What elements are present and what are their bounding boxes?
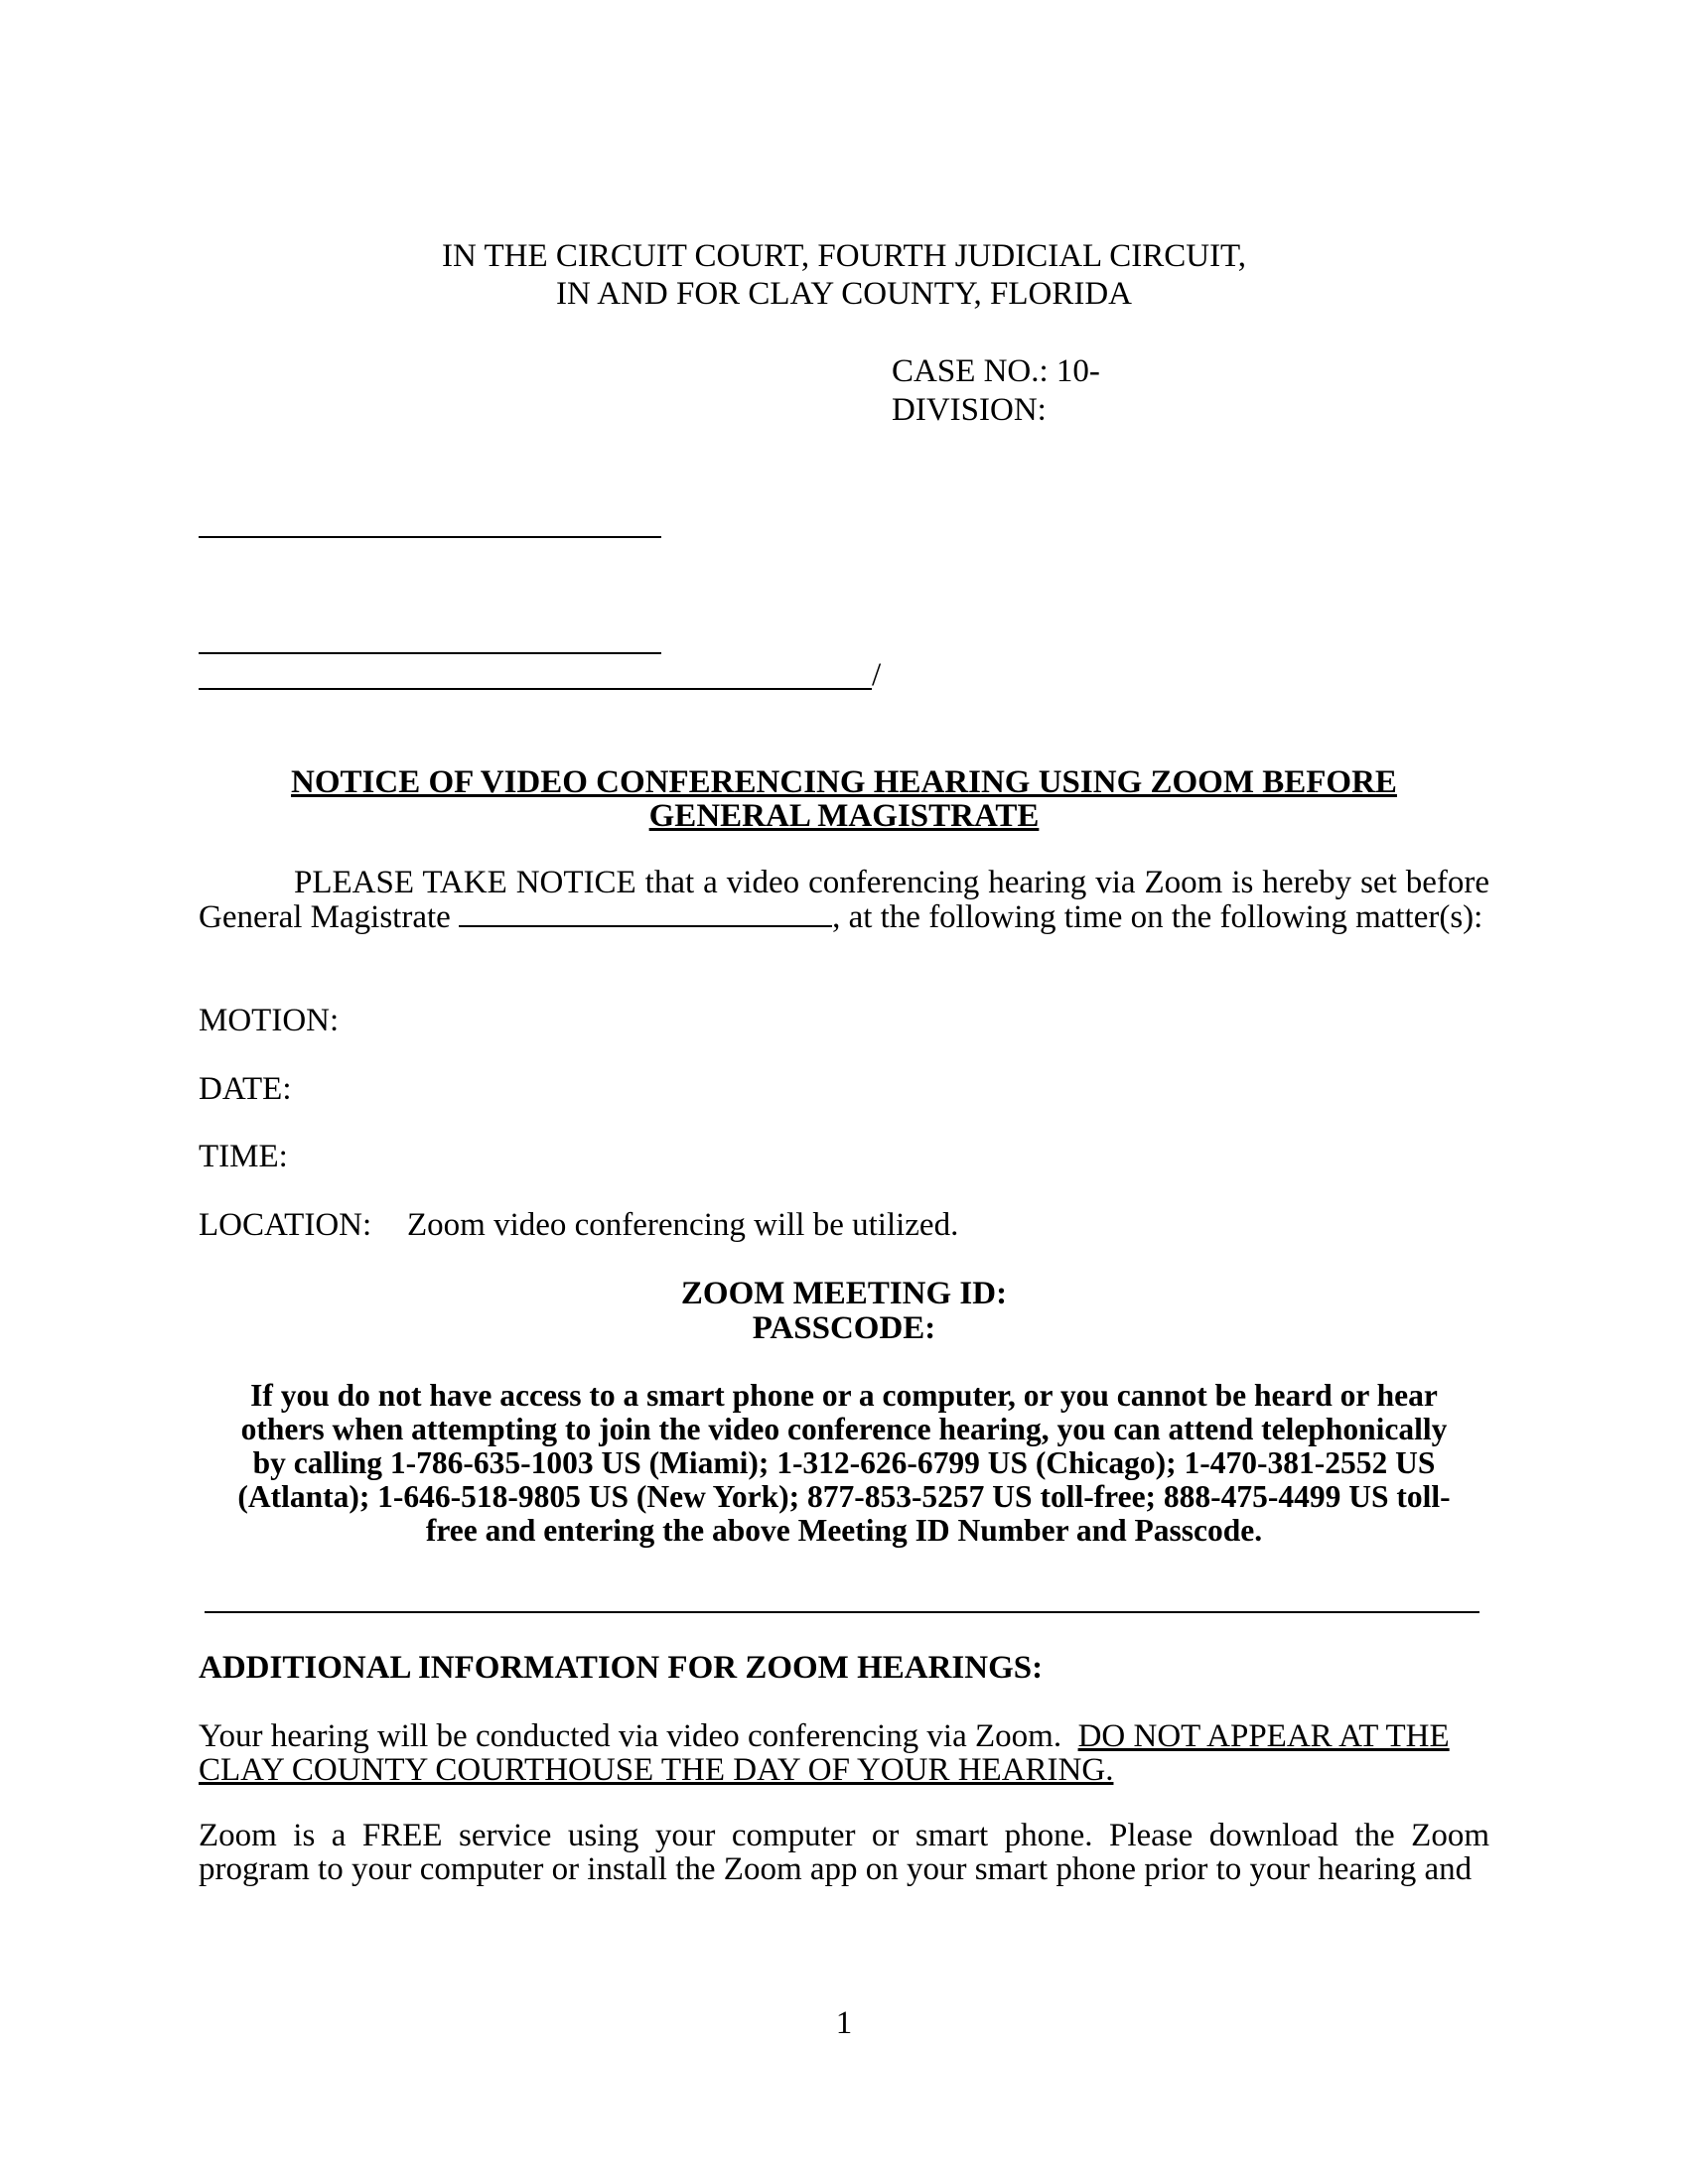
location-label: LOCATION: — [199, 1207, 372, 1243]
phone-notice-line1: If you do not have access to a smart phone or a computer, or you cannot be heard or hear — [250, 1378, 1438, 1413]
additional-info-heading: ADDITIONAL INFORMATION FOR ZOOM HEARINGS: — [199, 1650, 1044, 1686]
case-number: CASE NO.: 10- — [892, 353, 1100, 389]
phone-notice-line3: by calling 1-786-635-1003 US (Miami); 1-312-626-6799 US (Chicago); 1-470-381-2552 US — [252, 1445, 1436, 1480]
magistrate-name-blank — [459, 899, 832, 927]
zoom-passcode: PASSCODE: — [752, 1310, 936, 1346]
motion-label: MOTION: — [199, 1003, 340, 1038]
time-label: TIME: — [199, 1139, 288, 1174]
phone-notice-line4: (Atlanta); 1-646-518-9805 US (New York); 877-853-5257 US toll-free; 888-475-4499 US toll- — [237, 1479, 1451, 1514]
notice-title-line2: GENERAL MAGISTRATE — [648, 798, 1040, 834]
intro-paragraph — [199, 866, 1489, 934]
do-not-appear-warning-b: CLAY COUNTY COURTHOUSE THE DAY OF YOUR HEARING. — [199, 1752, 1114, 1788]
zoom-meeting-id: ZOOM MEETING ID: — [680, 1276, 1008, 1311]
date-label: DATE: — [199, 1071, 292, 1107]
notice-title-line1: NOTICE OF VIDEO CONFERENCING HEARING USING ZOOM BEFORE — [291, 764, 1397, 800]
court-name-line2: IN AND FOR CLAY COUNTY, FLORIDA — [555, 276, 1132, 312]
division: DIVISION: — [892, 392, 1047, 428]
court-name-line1: IN THE CIRCUIT COURT, FOURTH JUDICIAL CIRCUIT, — [441, 238, 1247, 274]
section-divider — [205, 1611, 1479, 1613]
phone-notice-line5: free and entering the above Meeting ID Number and Passcode. — [425, 1513, 1263, 1548]
caption-slash: / — [872, 657, 882, 693]
location-value: Zoom video conferencing will be utilized. — [407, 1207, 959, 1243]
party-blank-line-3 — [199, 688, 872, 690]
intro-text-1: PLEASE TAKE NOTICE that a video conferencing hearing via Zoom is hereby set before General Magistrate — [199, 865, 1489, 935]
party-blank-line-1 — [199, 536, 661, 538]
zoom-free-service-paragraph: Zoom is a FREE service using your computer or smart phone. Please download the Zoom program to your computer or install the Zoom app on your smart phone prior to your hearing and — [199, 1818, 1489, 1887]
party-blank-line-2 — [199, 652, 661, 654]
hearing-conducted-text: Your hearing will be conducted via video conferencing via Zoom. — [199, 1718, 1062, 1754]
page-number: 1 — [835, 2005, 853, 2041]
phone-notice-line2: others when attempting to join the video conference hearing, you can attend telephonically — [240, 1412, 1448, 1446]
intro-text-2: , at the following time on the following matter(s): — [832, 899, 1483, 935]
do-not-appear-warning-a: DO NOT APPEAR AT THE — [1077, 1718, 1450, 1754]
